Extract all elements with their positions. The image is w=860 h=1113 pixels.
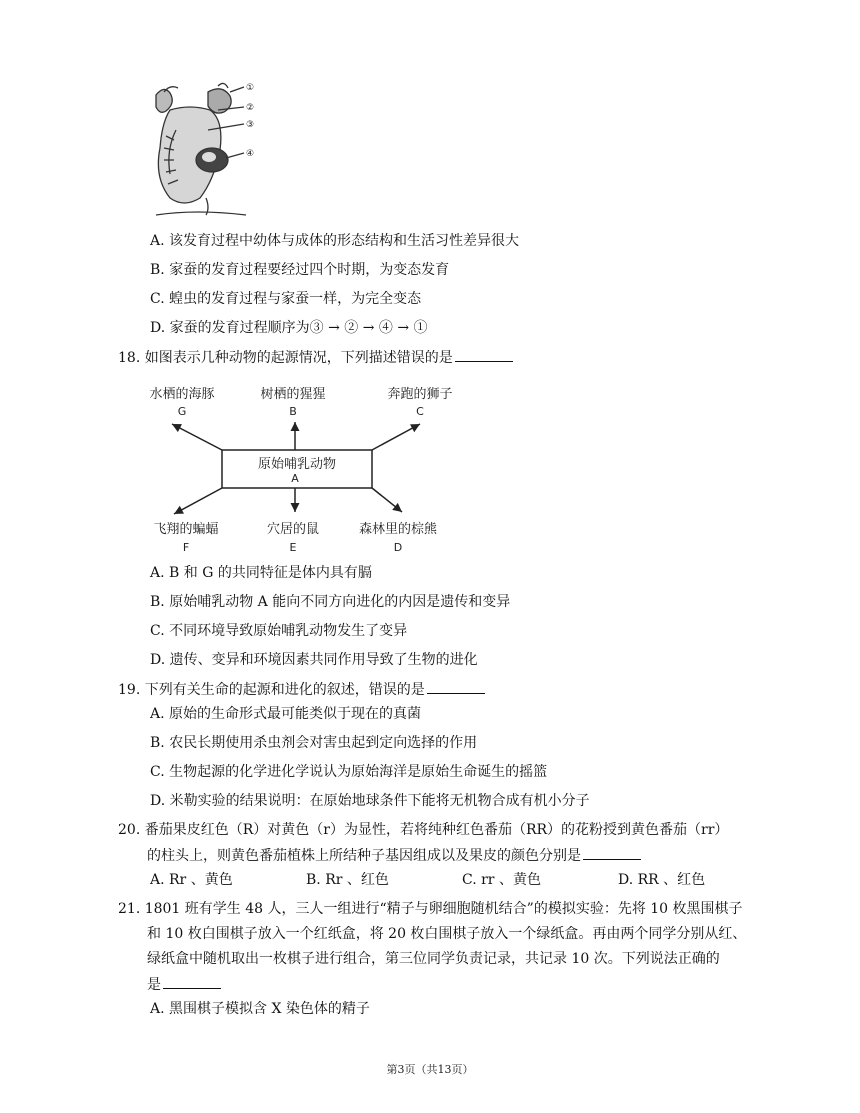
bottom-right-name: 森林里的棕熊	[358, 522, 438, 537]
bottom-right-letter: D	[393, 541, 403, 554]
bottom-mid-letter: E	[289, 541, 297, 554]
top-right-letter: C	[416, 405, 424, 418]
bottom-left-letter: F	[182, 541, 190, 554]
q20-option-d: D. RR 、红色	[618, 872, 706, 888]
top-mid-name: 树栖的猩猩	[260, 387, 326, 402]
q21-stem-line1: 21. 1801 班有学生 48 人，三人一组进行“精子与卵细胞随机结合”的模拟实验：先将 10 枚黑围棋子	[118, 901, 743, 917]
top-left-letter: G	[177, 405, 187, 418]
label-2: ②	[246, 103, 255, 113]
q21-stem-line2: 和 10 枚白围棋子放入一个红纸盒，将 20 枚白围棋子放入一个绿纸盒。再由两个同学分别从红、	[147, 926, 747, 942]
mammal-origin-diagram	[140, 378, 460, 558]
q21-option-a: A. 黑围棋子模拟含 X 染色体的精子	[150, 1001, 370, 1017]
q18-stem: 18. 如图表示几种动物的起源情况，下列描述错误的是	[118, 347, 513, 368]
q19-option-d: D. 米勒实验的结果说明：在原始地球条件下能将无机物合成有机小分子	[150, 793, 590, 809]
q18-option-b: B. 原始哺乳动物 A 能向不同方向进化的内因是遗传和变异	[150, 594, 511, 610]
q18-option-d: D. 遗传、变异和环境因素共同作用导致了生物的进化	[150, 652, 478, 668]
q18-option-c: C. 不同环境导致原始哺乳动物发生了变异	[150, 623, 408, 639]
q20-option-b: B. Rr 、红色	[306, 872, 389, 888]
q20-option-c: C. rr 、黄色	[462, 872, 541, 888]
q19-option-b: B. 农民长期使用杀虫剂会对害虫起到定向选择的作用	[150, 735, 478, 751]
label-1: ①	[246, 83, 255, 93]
top-mid-letter: B	[289, 405, 297, 418]
q19-stem: 19. 下列有关生命的起源和进化的叙述，错误的是	[118, 679, 485, 700]
q20-stem-line1: 20. 番茄果皮红色（R）对黄色（r）为显性，若将纯种红色番茄（RR）的花粉授到黄色番茄（rr）	[118, 822, 729, 838]
answer-blank	[163, 974, 221, 989]
bottom-mid-name: 穴居的鼠	[266, 522, 320, 537]
q17-option-c: C. 蝗虫的发育过程与家蚕一样，为完全变态	[150, 291, 422, 307]
q20-option-a: A. Rr 、黄色	[150, 872, 233, 888]
label-3: ③	[246, 120, 255, 130]
q19-option-c: C. 生物起源的化学进化学说认为原始海洋是原始生命诞生的摇篮	[150, 764, 548, 780]
center-label: 原始哺乳动物	[257, 457, 337, 472]
q17-option-a: A. 该发育过程中幼体与成体的形态结构和生活习性差异很大	[150, 233, 520, 249]
q20-stem-line2: 的柱头上，则黄色番茄植株上所结种子基因组成以及果皮的颜色分别是	[147, 845, 641, 866]
silkworm-development-figure	[146, 80, 266, 220]
answer-blank	[583, 845, 641, 860]
answer-blank	[455, 347, 513, 362]
top-left-name: 水栖的海豚	[149, 387, 215, 402]
q17-option-b: B. 家蚕的发育过程要经过四个时期，为变态发育	[150, 262, 450, 278]
page-footer: 第3页（共13页）	[386, 1063, 474, 1076]
q18-option-a: A. B 和 G 的共同特征是体内具有膈	[150, 565, 372, 581]
bottom-left-name: 飞翔的蝙蝠	[153, 522, 219, 537]
top-right-name: 奔跑的狮子	[387, 387, 453, 402]
label-4: ④	[246, 149, 255, 159]
center-letter: A	[291, 472, 299, 485]
answer-blank	[427, 679, 485, 694]
q19-option-a: A. 原始的生命形式最可能类似于现在的真菌	[150, 706, 422, 722]
q17-option-d: D. 家蚕的发育过程顺序为③ → ② → ④ → ①	[150, 320, 428, 336]
q21-stem-line3: 绿纸盒中随机取出一枚棋子进行组合，第三位同学负责记录，共记录 10 次。下列说法正确的	[147, 951, 720, 967]
q21-stem-line4: 是	[147, 974, 221, 995]
